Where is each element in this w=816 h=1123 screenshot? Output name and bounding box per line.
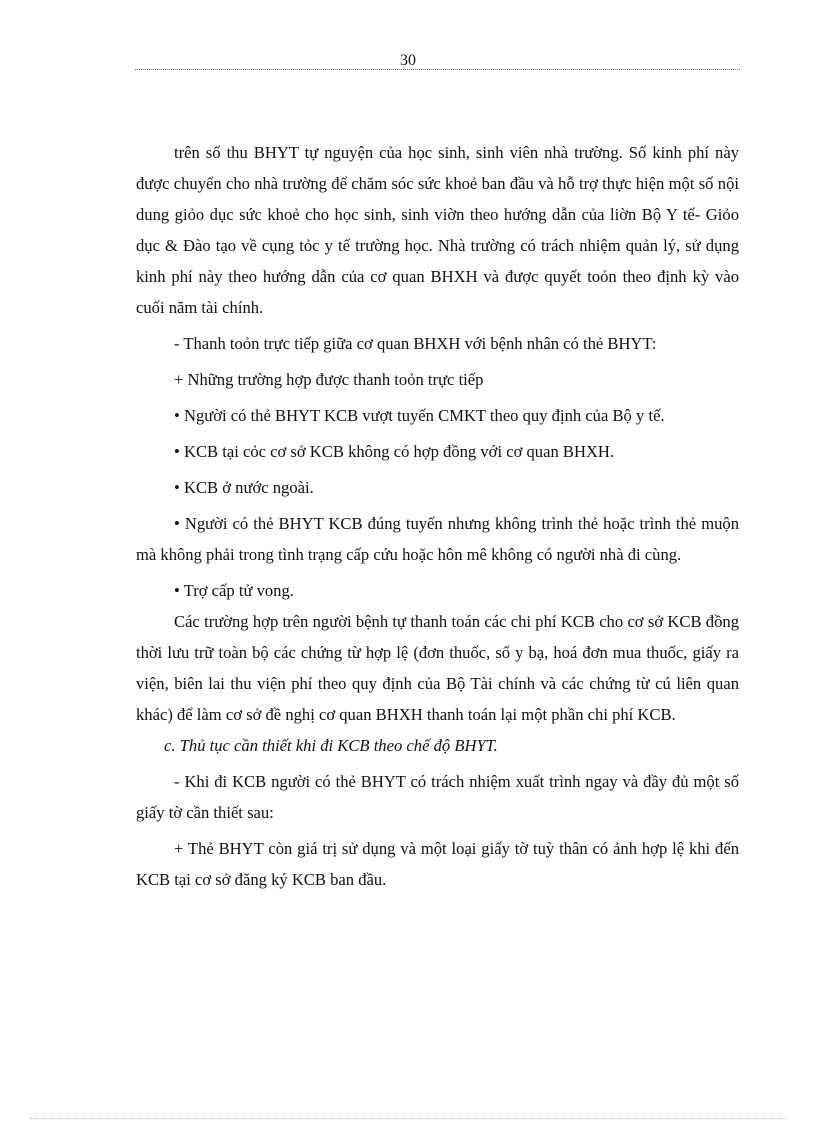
section-heading-c: c. Thủ tục cần thiết khi đi KCB theo chế độ BHYT. xyxy=(164,736,498,755)
bullet-over-level: • Người có thẻ BHYT KCB vượt tuyến CMKT theo quy định của Bộ y tế. xyxy=(174,406,665,425)
header-rule xyxy=(135,69,740,70)
paragraph-continuation: trên số thu BHYT tự nguyện của học sinh, sinh viên nhà trường. Số kinh phí này được chuyển cho nhà trường để chăm sóc sức khoẻ ban đầu và hỗ trợ thực hiện một số nội dung giỏo dục sức khoẻ cho học sinh, sinh viờn theo hướng dẫn của liờn Bộ Y tế- Giỏo dục & Đào tạo về cụng tỏc y tế trường học. Nhà trường có trách nhiệm quản lý, sử dụng kinh phí này theo hướng dẫn của cơ quan BHXH và được quyết toỏn theo định kỳ vào cuối năm tài chính. xyxy=(136,143,739,317)
paragraph-self-payment: Các trường hợp trên người bệnh tự thanh toán các chi phí KCB cho cơ sở KCB đồng thời lưu trữ toàn bộ các chứng từ hợp lệ (đơn thuốc, sổ y bạ, hoá đơn mua thuốc, giấy ra viện, biên lai thu viện phí theo quy định của Bộ Tài chính và các chứng từ cú liên quan khác) để làm cơ sở đề nghị cơ quan BHXH thanh toán lại một phần chi phí KCB. xyxy=(136,612,739,724)
bullet-abroad: • KCB ở nước ngoài. xyxy=(174,478,314,497)
paragraph-direct-payment: - Thanh toỏn trực tiếp giữa cơ quan BHXH với bệnh nhân có thẻ BHYT: xyxy=(174,334,657,353)
bullet-death-allowance: • Trợ cấp tử vong. xyxy=(174,581,294,600)
footer-rule xyxy=(30,1118,786,1119)
bullet-late-card: • Người có thẻ BHYT KCB đúng tuyến nhưng không trình thẻ hoặc trình thẻ muộn mà không phải trong tình trạng cấp cứu hoặc hôn mê không có người nhà đi cùng. xyxy=(136,514,739,564)
bullet-no-contract: • KCB tại cỏc cơ sở KCB không có hợp đồng với cơ quan BHXH. xyxy=(174,442,615,461)
page-number: 30 xyxy=(400,52,416,69)
paragraph-obligation: - Khi đi KCB người có thẻ BHYT có trách nhiệm xuất trình ngay và đầy đủ một số giấy tờ cần thiết sau: xyxy=(136,772,739,822)
paragraph-card-validity: + Thẻ BHYT còn giá trị sử dụng và một loại giấy tờ tuỳ thân có ảnh hợp lệ khi đến KCB tại cơ sở đăng ký KCB ban đầu. xyxy=(136,839,739,889)
body-text xyxy=(136,137,739,895)
paragraph-direct-cases: + Những trường hợp được thanh toỏn trực tiếp xyxy=(174,370,484,389)
